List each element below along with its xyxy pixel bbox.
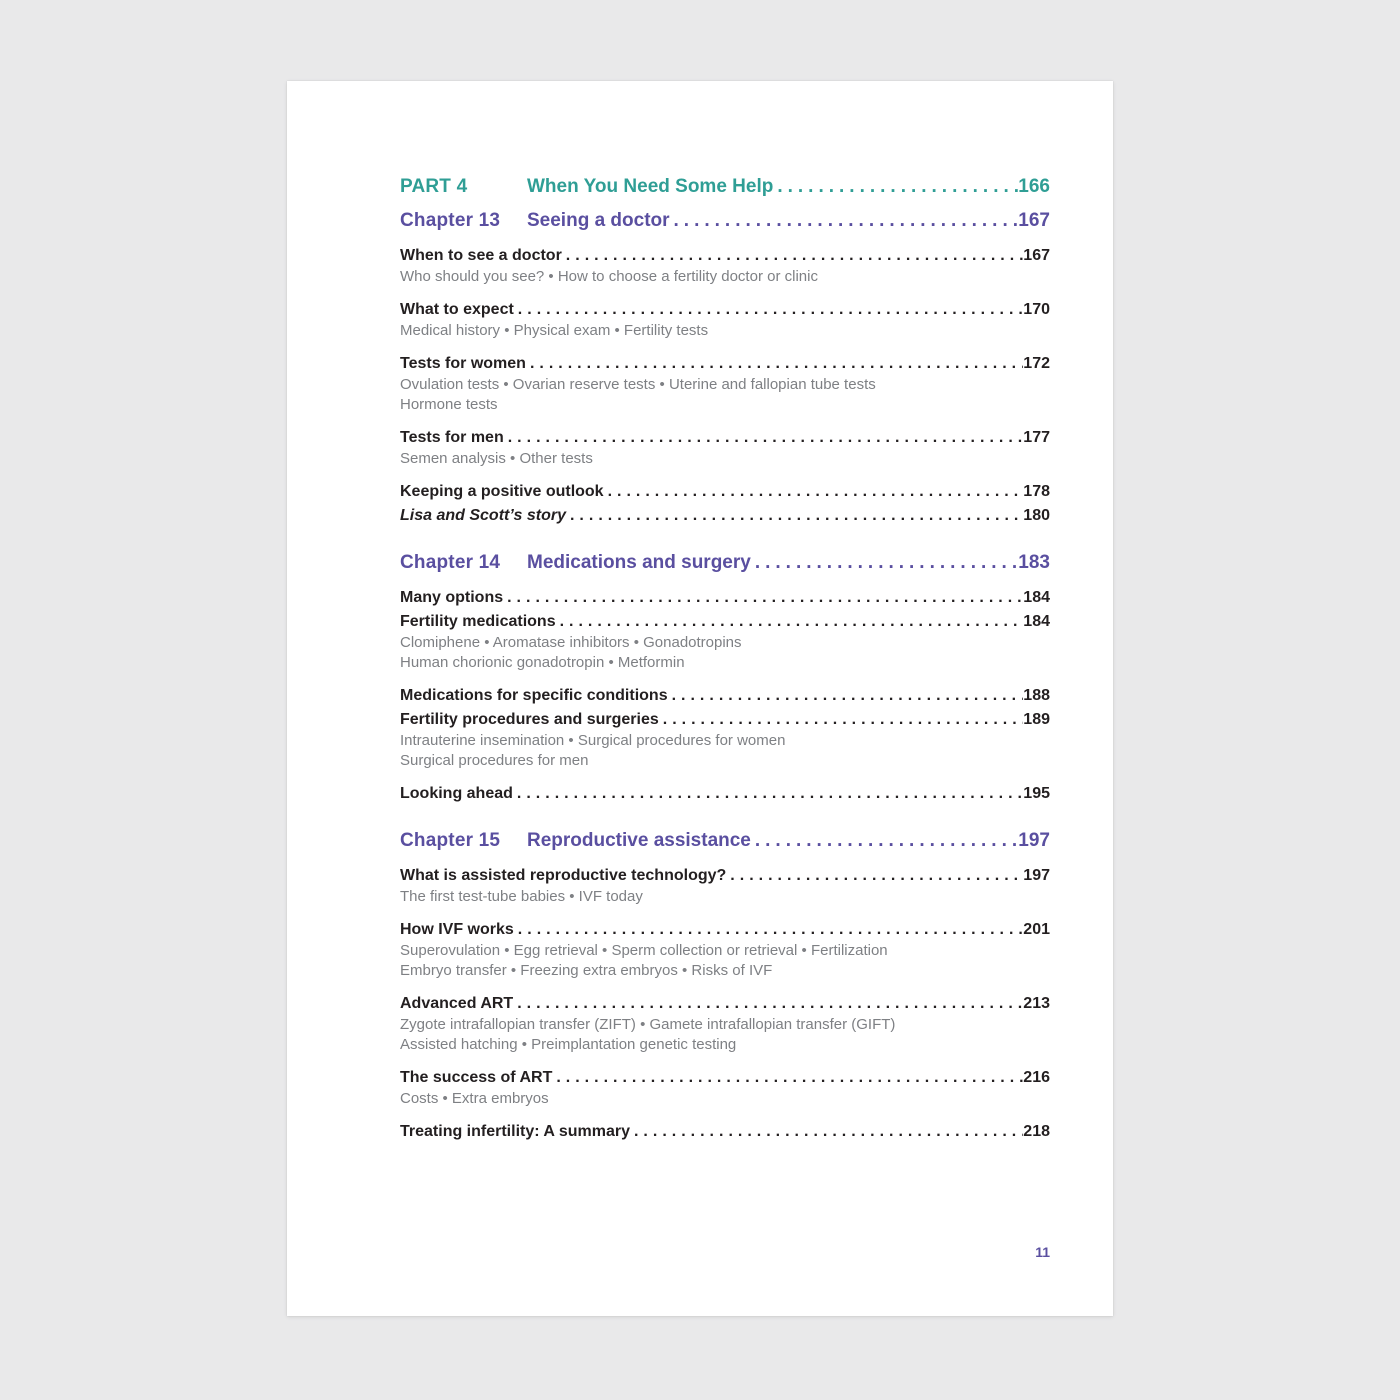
section-titleline (527, 209, 1050, 233)
dot-leader (552, 1066, 1023, 1089)
entry-title: The success of ART (400, 1069, 553, 1086)
dot-leader (513, 782, 1023, 805)
dot-leader (562, 244, 1024, 267)
entry-page-number: 195 (1023, 785, 1050, 802)
toc-entry (400, 504, 1050, 527)
toc-entry (400, 684, 1050, 707)
dot-leader (504, 426, 1024, 449)
dot-leader (514, 918, 1024, 941)
entry-line (400, 426, 1050, 449)
entry-line (400, 864, 1050, 887)
section-page-number: 167 (1018, 210, 1050, 231)
dot-leader (566, 504, 1023, 527)
entry-subtopics: Clomiphene • Aromatase inhibitors • Gonadotropins (400, 634, 742, 651)
entry-line (400, 1066, 1050, 1089)
entry-title: Lisa and Scott’s story (400, 507, 566, 524)
entry-title: When to see a doctor (400, 247, 562, 264)
entry-line (400, 610, 1050, 633)
section-heading (400, 551, 1050, 575)
dot-leader (556, 610, 1024, 633)
entry-title: Fertility procedures and surgeries (400, 711, 659, 728)
page-number: 11 (1035, 1244, 1050, 1260)
section-label: PART 4 (400, 176, 468, 197)
entry-page-number: 184 (1023, 589, 1050, 606)
entry-line (400, 244, 1050, 267)
toc-entry (400, 244, 1050, 287)
section-entries (400, 586, 1050, 805)
dot-leader (630, 1120, 1023, 1143)
dot-leader (751, 551, 1018, 575)
toc-entry (400, 992, 1050, 1055)
dot-leader (503, 586, 1023, 609)
entry-line (400, 782, 1050, 805)
entry-page-number: 180 (1023, 507, 1050, 524)
dot-leader (659, 708, 1024, 731)
section-title: Reproductive assistance (527, 830, 751, 851)
entry-line (400, 480, 1050, 503)
entry-subtopics: Embryo transfer • Freezing extra embryos • Risks of IVF (400, 962, 773, 979)
entry-subtopics: Who should you see? • How to choose a fertility doctor or clinic (400, 268, 818, 285)
toc-entry (400, 1066, 1050, 1109)
entry-subtopics: The first test-tube babies • IVF today (400, 888, 643, 905)
entry-title: Advanced ART (400, 995, 514, 1012)
entry-title: Keeping a positive outlook (400, 483, 604, 500)
entry-subtopics: Semen analysis • Other tests (400, 450, 593, 467)
toc-entry (400, 708, 1050, 771)
section-entries (400, 244, 1050, 527)
entry-title: Fertility medications (400, 613, 556, 630)
toc-entry (400, 864, 1050, 907)
entry-page-number: 188 (1023, 687, 1050, 704)
toc-entry (400, 426, 1050, 469)
entry-page-number: 177 (1023, 429, 1050, 446)
dot-leader (773, 175, 1018, 199)
dot-leader (670, 209, 1019, 233)
entry-line (400, 352, 1050, 375)
section-label: Chapter 13 (400, 210, 501, 231)
toc-section-chapter-15 (400, 829, 1050, 1143)
toc-section-chapter-13 (400, 209, 1050, 527)
section-titleline (527, 551, 1050, 575)
section-heading (400, 829, 1050, 853)
dot-leader (526, 352, 1023, 375)
entry-page-number: 189 (1023, 711, 1050, 728)
toc-section-part-4 (400, 175, 1050, 199)
section-heading (400, 209, 1050, 233)
entry-line (400, 504, 1050, 527)
entry-subtopics: Human chorionic gonadotropin • Metformin (400, 654, 685, 671)
section-label: Chapter 14 (400, 552, 501, 573)
toc-entry (400, 298, 1050, 341)
entry-subtopics: Hormone tests (400, 396, 498, 413)
entry-page-number: 170 (1023, 301, 1050, 318)
entry-title: Looking ahead (400, 785, 513, 802)
toc-entry (400, 918, 1050, 981)
entry-page-number: 201 (1023, 921, 1050, 938)
entry-title: Tests for men (400, 429, 504, 446)
toc-entry (400, 1120, 1050, 1143)
entry-subtopics: Intrauterine insemination • Surgical procedures for women (400, 732, 786, 749)
dot-leader (604, 480, 1024, 503)
dot-leader (513, 992, 1023, 1015)
section-titleline (527, 175, 1050, 199)
section-titleline (527, 829, 1050, 853)
entry-title: Many options (400, 589, 504, 606)
section-entries (400, 864, 1050, 1143)
entry-page-number: 184 (1023, 613, 1050, 630)
section-page-number: 197 (1018, 830, 1050, 851)
toc-entry (400, 782, 1050, 805)
entry-page-number: 167 (1023, 247, 1050, 264)
toc-entry (400, 610, 1050, 673)
entry-line (400, 1120, 1050, 1143)
entry-page-number: 172 (1023, 355, 1050, 372)
section-title: Seeing a doctor (527, 210, 670, 231)
entry-subtopics: Superovulation • Egg retrieval • Sperm collection or retrieval • Fertilization (400, 942, 888, 959)
dot-leader (514, 298, 1024, 321)
entry-line (400, 992, 1050, 1015)
section-title: Medications and surgery (527, 552, 751, 573)
entry-title: What is assisted reproductive technology? (400, 867, 727, 884)
dot-leader (668, 684, 1024, 707)
section-title: When You Need Some Help (527, 176, 774, 197)
entry-line (400, 684, 1050, 707)
entry-page-number: 213 (1023, 995, 1050, 1012)
entry-title: Treating infertility: A summary (400, 1123, 630, 1140)
entry-line (400, 708, 1050, 731)
section-page-number: 183 (1018, 552, 1050, 573)
entry-title: What to expect (400, 301, 514, 318)
entry-page-number: 197 (1023, 867, 1050, 884)
toc-entry (400, 352, 1050, 415)
entry-subtopics: Medical history • Physical exam • Fertility tests (400, 322, 709, 339)
dot-leader (751, 829, 1018, 853)
section-heading (400, 175, 1050, 199)
toc (400, 175, 1050, 1143)
toc-section-chapter-14 (400, 551, 1050, 805)
entry-title: Tests for women (400, 355, 526, 372)
toc-entry (400, 480, 1050, 503)
section-label: Chapter 15 (400, 830, 501, 851)
entry-title: How IVF works (400, 921, 514, 938)
entry-line (400, 918, 1050, 941)
entry-line (400, 586, 1050, 609)
entry-page-number: 216 (1023, 1069, 1050, 1086)
entry-subtopics: Surgical procedures for men (400, 752, 589, 769)
entry-subtopics: Zygote intrafallopian transfer (ZIFT) • Gamete intrafallopian transfer (GIFT) (400, 1016, 896, 1033)
entry-subtopics: Assisted hatching • Preimplantation genetic testing (400, 1036, 737, 1053)
entry-page-number: 218 (1023, 1123, 1050, 1140)
dot-leader (726, 864, 1023, 887)
entry-page-number: 178 (1023, 483, 1050, 500)
entry-title: Medications for specific conditions (400, 687, 668, 704)
toc-page (287, 81, 1113, 1316)
toc-entry (400, 586, 1050, 609)
entry-subtopics: Ovulation tests • Ovarian reserve tests • Uterine and fallopian tube tests (400, 376, 876, 393)
entry-subtopics: Costs • Extra embryos (400, 1090, 549, 1107)
section-page-number: 166 (1018, 176, 1050, 197)
entry-line (400, 298, 1050, 321)
